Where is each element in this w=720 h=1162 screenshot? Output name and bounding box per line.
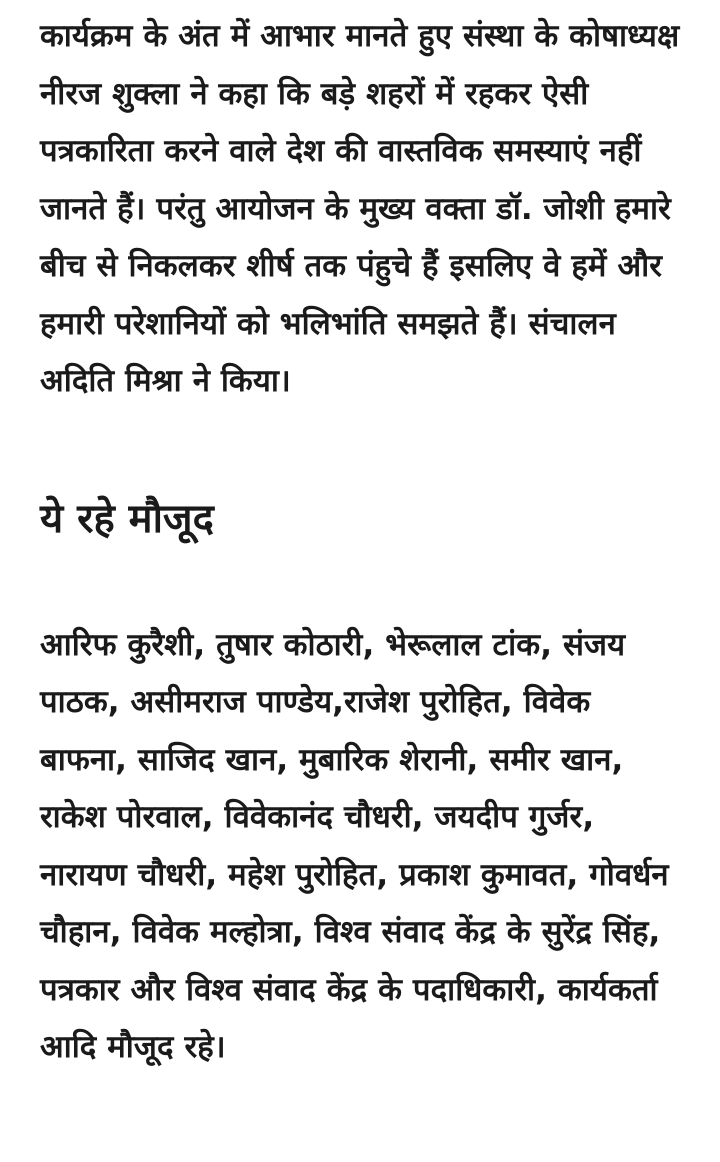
article-paragraph-closing-remarks: कार्यक्रम के अंत में आभार मानते हुए संस्था के कोषाध्यक्ष नीरज शुक्ला ने कहा कि बड़े शहरों में रहकर ऐसी पत्रकारिता करने वाले देश की वास्तविक समस्याएं नहीं जानते हैं। परंतु आयोजन के मुख्य वक्ता डॉ. जोशी हमारे बीच से निकलकर शीर्ष तक पंहुचे हैं इसलिए वे हमें और हमारी परेशानियों को भलिभांति समझते हैं। संचालन अदिति मिश्रा ने किया। (40, 18, 680, 399)
attendees-list-paragraph: आरिफ कुरैशी, तुषार कोठारी, भेरूलाल टांक, संजय पाठक, असीमराज पाण्डेय,राजेश पुरोहित, विवेक बाफना, साजिद खान, मुबारिक शेरानी, समीर खान, राकेश पोरवाल, विवेकानंद चौधरी, जयदीप गुर्जर, नारायण चौधरी, महेश पुरोहित, प्रकाश कुमावत, गोवर्धन चौहान, विवेक मल्होत्रा, विश्व संवाद केंद्र के सुरेंद्र सिंह, पत्रकार और विश्व संवाद केंद्र के पदाधिकारी, कार्यकर्ता आदि मौजूद रहे। (40, 626, 669, 1065)
section-heading-attendees: ये रहे मौजूद (40, 495, 214, 542)
